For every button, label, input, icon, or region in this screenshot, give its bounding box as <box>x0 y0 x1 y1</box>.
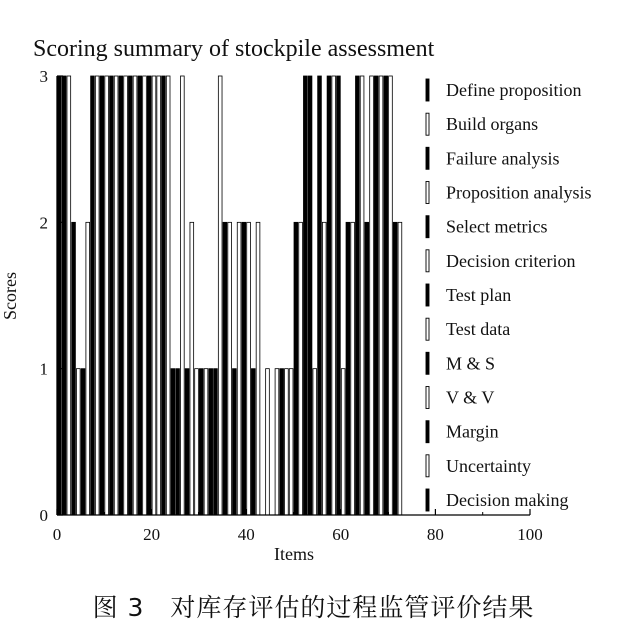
bar <box>346 222 350 515</box>
bar <box>105 76 109 515</box>
legend-label: Decision criterion <box>446 250 576 271</box>
bar <box>247 222 251 515</box>
bar <box>393 222 397 515</box>
legend-label: Margin <box>446 421 499 442</box>
bar <box>365 222 369 515</box>
y-tick-label: 3 <box>39 67 48 86</box>
bars-layer <box>58 76 402 515</box>
bar <box>351 222 355 515</box>
y-tick-label: 1 <box>39 359 48 379</box>
bar <box>308 76 312 515</box>
legend-label: Test plan <box>446 285 512 305</box>
bar <box>322 222 326 515</box>
bar <box>86 222 90 515</box>
bar <box>81 369 85 515</box>
bar <box>62 76 66 515</box>
bar <box>171 369 175 515</box>
bar <box>185 369 189 515</box>
legend-swatch <box>426 182 429 204</box>
legend-swatch <box>426 455 429 477</box>
legend-label: Decision making <box>446 490 569 510</box>
bar <box>138 76 142 515</box>
bar <box>76 369 80 515</box>
bar <box>233 369 237 515</box>
bar <box>124 76 128 515</box>
bar <box>162 76 166 515</box>
bar <box>389 76 393 515</box>
legend-swatch <box>426 250 429 272</box>
legend-swatch <box>426 79 429 101</box>
bar <box>303 76 307 515</box>
x-axis-label: Items <box>274 544 314 564</box>
legend-label: Proposition analysis <box>446 182 592 203</box>
bar <box>370 76 374 515</box>
bar <box>72 222 76 515</box>
bar <box>119 76 123 515</box>
bar <box>176 369 180 515</box>
legend-swatch <box>426 489 429 511</box>
bar <box>209 369 213 515</box>
x-tick-label: 80 <box>426 525 444 544</box>
bar <box>341 369 345 515</box>
bar <box>214 369 218 515</box>
bar <box>133 76 137 515</box>
bar <box>237 222 241 515</box>
legend-swatch <box>426 147 429 169</box>
bar <box>294 222 298 515</box>
x-tick-label: 40 <box>237 525 255 544</box>
bar <box>374 76 378 515</box>
y-tick-label: 2 <box>39 213 48 233</box>
legend-swatch <box>426 284 429 306</box>
bar <box>327 76 331 515</box>
x-tick-label: 20 <box>143 525 161 544</box>
bar <box>379 76 383 515</box>
chart-title: Scoring summary of stockpile assessment <box>33 36 435 62</box>
bar <box>228 222 232 515</box>
bar <box>285 369 289 515</box>
bar <box>223 222 227 515</box>
bar <box>256 222 260 515</box>
bar <box>218 76 222 515</box>
bar <box>100 76 104 515</box>
bar <box>195 369 199 515</box>
legend-label: Select metrics <box>446 216 548 237</box>
figure-caption: 图 3 对库存评估的过程监管评价结果 <box>92 593 535 622</box>
legend-swatch <box>426 421 429 443</box>
bar <box>242 222 246 515</box>
bar <box>199 369 203 515</box>
bar <box>318 76 322 515</box>
bar <box>114 76 118 515</box>
bar <box>157 76 161 515</box>
legend-swatch <box>426 113 429 135</box>
bar <box>280 369 284 515</box>
y-axis-label: Scores <box>0 272 20 320</box>
x-tick-label: 0 <box>52 525 62 544</box>
bar <box>356 76 360 515</box>
bar <box>67 76 71 515</box>
legend-label: Failure analysis <box>446 148 560 169</box>
legend-label: Uncertainty <box>446 455 531 476</box>
bar <box>384 76 388 515</box>
bar <box>95 76 99 515</box>
bar <box>110 76 114 515</box>
legend-label: Define proposition <box>446 80 582 100</box>
bar <box>313 369 317 515</box>
bar <box>128 76 132 515</box>
legend-label: Test data <box>446 319 511 340</box>
bar <box>332 76 336 515</box>
bar <box>143 76 147 515</box>
bar <box>266 369 270 515</box>
bar <box>91 76 95 515</box>
legend-label: M & S <box>446 353 496 374</box>
bar <box>299 222 303 515</box>
bar <box>337 76 341 515</box>
x-tick-label: 60 <box>332 525 350 544</box>
legend <box>426 79 592 511</box>
legend-swatch <box>426 352 429 374</box>
legend-swatch <box>426 216 429 238</box>
bar <box>204 369 208 515</box>
bar <box>181 76 185 515</box>
bar <box>152 76 156 515</box>
legend-swatch <box>426 387 429 409</box>
y-tick-label: 0 <box>39 506 48 525</box>
bar <box>190 222 194 515</box>
x-tick-label: 100 <box>517 525 543 544</box>
bar <box>398 222 402 515</box>
bar <box>147 76 151 515</box>
bar <box>360 76 364 515</box>
bar <box>275 369 279 515</box>
bar <box>289 369 293 515</box>
legend-label: Build organs <box>446 114 539 135</box>
bar <box>166 76 170 515</box>
legend-swatch <box>426 318 429 340</box>
bar <box>251 369 255 515</box>
legend-label: V & V <box>446 387 495 408</box>
